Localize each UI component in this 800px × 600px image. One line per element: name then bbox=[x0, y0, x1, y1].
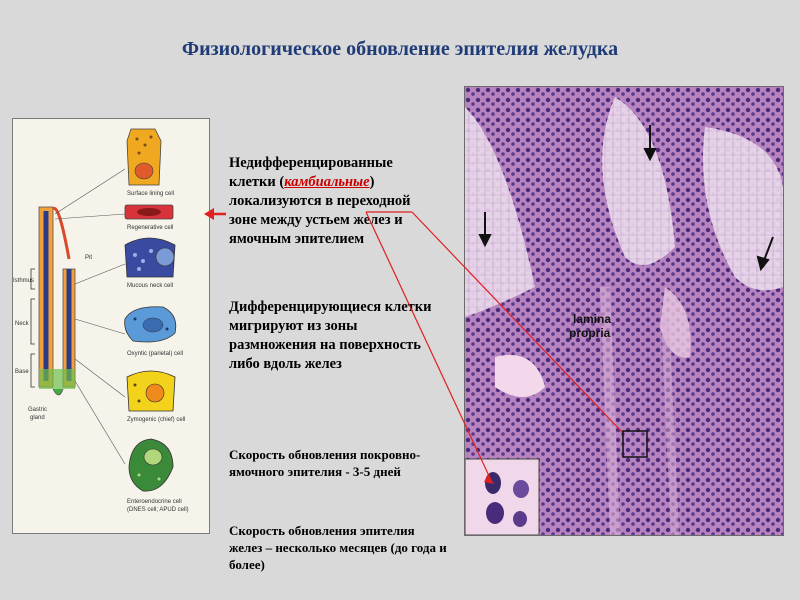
gland-label-1: Gastric bbox=[28, 407, 48, 413]
cell-label-surface: Surface lining cell bbox=[127, 191, 175, 197]
gastric-gland-diagram bbox=[12, 118, 210, 534]
histology-micrograph bbox=[464, 86, 784, 536]
p1-text-start: Недифференцированные клетки ( bbox=[229, 155, 393, 190]
lamina-propria-label-2: propria bbox=[569, 326, 611, 340]
cell-label-enteroendocrine: Enteroendocrine cell bbox=[127, 499, 182, 505]
mucous-neck-cell-icon bbox=[125, 238, 175, 277]
cell-label-oxyntic: Oxyntic (parietal) cell bbox=[127, 351, 184, 357]
cell-label-zymogenic: Zymogenic (chief) cell bbox=[127, 417, 186, 423]
regenerative-cell-icon bbox=[125, 205, 173, 219]
pit-label: Pit bbox=[85, 255, 93, 261]
paragraph-migration: Дифференцирующиеся клетки мигрируют из зоны размножения на поверхность либо вдоль желез bbox=[229, 299, 432, 372]
oxyntic-cell-icon bbox=[125, 307, 176, 342]
zymogenic-cell-icon bbox=[127, 371, 175, 411]
lamina-propria-label-1: lamina bbox=[573, 312, 612, 326]
cell-label-mucous-neck: Mucous neck cell bbox=[127, 283, 174, 289]
zoom-inset bbox=[465, 459, 539, 535]
cell-label-enteroendocrine-2: (DNES cell; APUD cell) bbox=[127, 507, 189, 513]
cell-label-regenerative: Regenerative cell bbox=[127, 225, 174, 231]
slide-title: Физиологическое обновление эпителия желудка bbox=[181, 38, 619, 60]
surface-lining-cell-icon bbox=[127, 129, 161, 185]
zone-isthmus-label: Isthmus bbox=[13, 278, 35, 284]
zone-neck-label: Neck bbox=[15, 321, 29, 327]
paragraph-cambial-cells bbox=[229, 154, 441, 249]
cambial-highlight: камбиальные bbox=[284, 174, 370, 190]
paragraph-gland-renewal: Скорость обновления эпителия желез – несколько месяцев (до года и более) bbox=[229, 523, 447, 572]
zone-base-label: Base bbox=[15, 369, 29, 375]
gland-label-2: gland bbox=[30, 415, 45, 421]
p1-text-end: ) локализуются в переходной зоне между устьем желез и ямочным эпителием bbox=[229, 174, 411, 247]
paragraph-pit-renewal: Скорость обновления покровно-ямочного эпителия - 3-5 дней bbox=[229, 447, 421, 479]
